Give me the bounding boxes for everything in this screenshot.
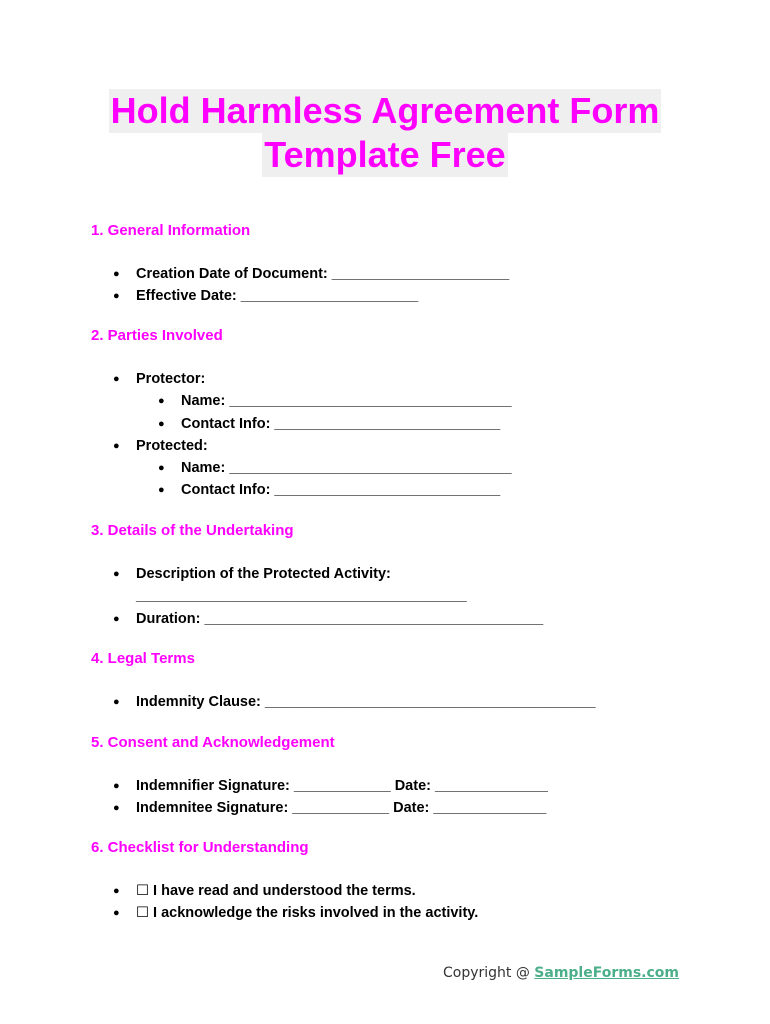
field-blank-line: _________________________________________ bbox=[136, 588, 467, 605]
party-label: Protected: bbox=[136, 437, 208, 454]
field-protector-contact bbox=[136, 413, 731, 435]
bullet-icon: ● bbox=[158, 462, 165, 475]
title-line-1: Hold Harmless Agreement Form bbox=[110, 90, 660, 131]
checklist-label: ☐ I acknowledge the risks involved in the activity. bbox=[136, 905, 479, 922]
field-description bbox=[91, 563, 731, 608]
section-checklist bbox=[91, 839, 731, 925]
field-list bbox=[91, 563, 731, 630]
bullet-icon: ● bbox=[113, 885, 120, 897]
field-label: Contact Info: ____________________________ bbox=[181, 415, 501, 432]
checklist bbox=[91, 880, 731, 925]
field-label: Name: ___________________________________ bbox=[181, 460, 512, 477]
bullet-icon: ● bbox=[113, 268, 120, 280]
section-parties-involved bbox=[91, 327, 731, 502]
field-protected-contact bbox=[136, 479, 731, 501]
checklist-item-acknowledge-risks[interactable] bbox=[91, 902, 731, 924]
bullet-icon: ● bbox=[113, 612, 120, 625]
section-consent bbox=[91, 734, 731, 820]
field-label: Contact Info: ____________________________ bbox=[181, 482, 501, 499]
document-title bbox=[0, 89, 770, 177]
bullet-icon: ● bbox=[113, 373, 120, 385]
bullet-icon: ● bbox=[113, 290, 120, 303]
bullet-icon: ● bbox=[158, 484, 165, 497]
field-label: Name: ___________________________________ bbox=[181, 393, 512, 410]
field-duration bbox=[91, 608, 731, 630]
field-creation-date bbox=[91, 263, 731, 285]
brand-link[interactable]: SampleForms.com bbox=[534, 965, 679, 981]
bullet-icon: ● bbox=[113, 568, 120, 580]
bullet-icon: ● bbox=[113, 907, 120, 920]
section-general-information bbox=[91, 222, 731, 308]
bullet-icon: ● bbox=[158, 417, 165, 430]
section-heading: 3. Details of the Undertaking bbox=[91, 522, 294, 539]
field-protector-name bbox=[136, 390, 731, 412]
section-details-undertaking bbox=[91, 522, 731, 630]
protected-fields bbox=[136, 457, 731, 502]
title-line-2: Template Free bbox=[264, 134, 506, 175]
section-heading: 1. General Information bbox=[91, 222, 251, 239]
section-legal-terms bbox=[91, 650, 731, 713]
bullet-icon: ● bbox=[113, 439, 120, 452]
section-heading: 2. Parties Involved bbox=[91, 327, 223, 344]
party-list bbox=[91, 368, 731, 502]
field-indemnifier-signature bbox=[91, 775, 731, 797]
bullet-icon: ● bbox=[113, 802, 120, 815]
checklist-item-read-terms[interactable] bbox=[91, 880, 731, 902]
field-indemnity-clause bbox=[91, 691, 731, 713]
field-effective-date bbox=[91, 285, 731, 307]
copyright-text: Copyright @ bbox=[442, 965, 535, 981]
field-list bbox=[91, 691, 731, 713]
field-label: Creation Date of Document: ______________________ bbox=[136, 266, 510, 282]
bullet-icon: ● bbox=[158, 395, 165, 408]
bullet-icon: ● bbox=[113, 696, 120, 708]
field-indemnitee-signature bbox=[91, 797, 731, 819]
party-protected bbox=[91, 435, 731, 502]
checklist-label: ☐ I have read and understood the terms. bbox=[136, 883, 416, 899]
field-label: Indemnity Clause: _________________________________________ bbox=[136, 694, 596, 710]
field-protected-name bbox=[136, 457, 731, 479]
section-heading: 4. Legal Terms bbox=[91, 650, 195, 667]
field-label: Description of the Protected Activity: bbox=[136, 566, 391, 582]
footer-copyright bbox=[443, 965, 679, 981]
field-list bbox=[91, 263, 731, 308]
field-list bbox=[91, 775, 731, 820]
field-label: Effective Date: ______________________ bbox=[136, 288, 419, 305]
field-label: Duration: __________________________________________ bbox=[136, 610, 544, 627]
party-label: Protector: bbox=[136, 371, 206, 387]
field-label: Indemnitee Signature: ____________ Date: ______________ bbox=[136, 800, 547, 817]
bullet-icon: ● bbox=[113, 780, 120, 792]
party-protector bbox=[91, 368, 731, 435]
section-heading: 5. Consent and Acknowledgement bbox=[91, 734, 335, 751]
section-heading: 6. Checklist for Understanding bbox=[91, 839, 309, 856]
protector-fields bbox=[136, 390, 731, 435]
field-label: Indemnifier Signature: ____________ Date: ______________ bbox=[136, 778, 548, 794]
